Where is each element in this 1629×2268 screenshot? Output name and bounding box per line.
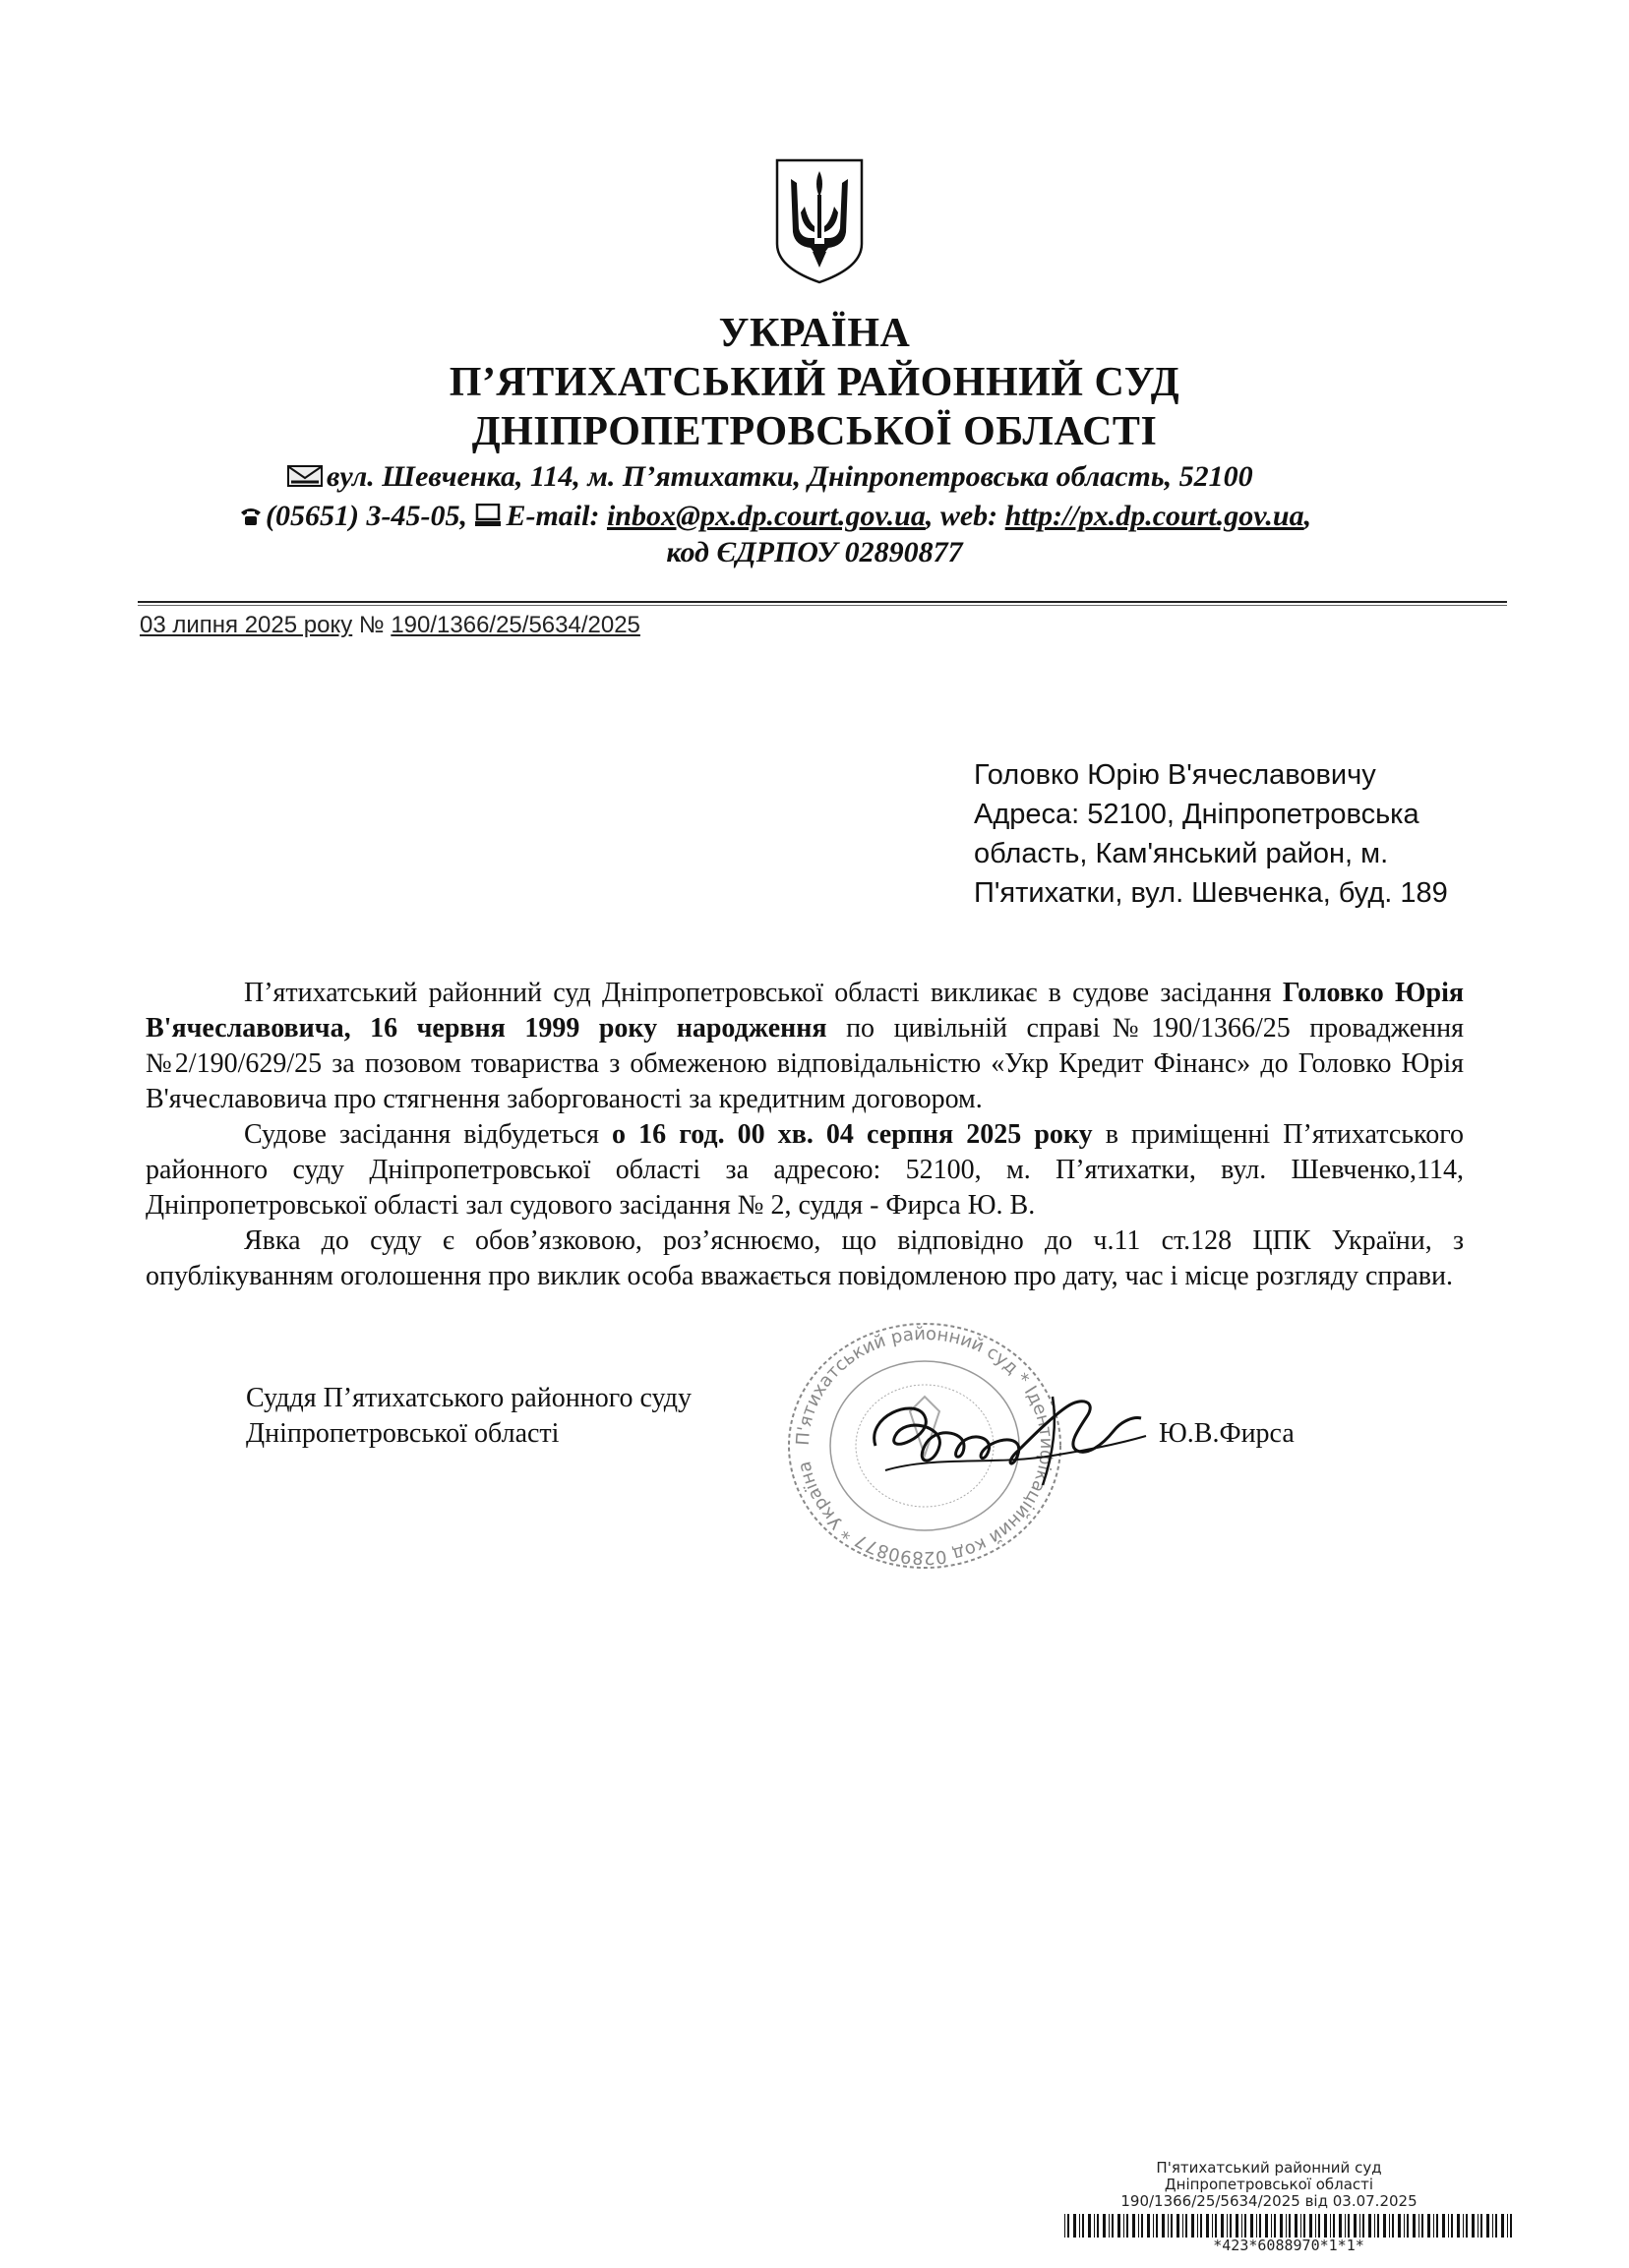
barcode-bar [1221, 2214, 1224, 2238]
barcode-bar [1153, 2214, 1154, 2238]
header-email-label: E-mail: [506, 500, 600, 532]
body-text: Судове засідання відбудеться [244, 1119, 613, 1150]
barcode-bar [1324, 2214, 1327, 2238]
footer-court-line: П'ятихатський районний суд [1156, 2159, 1382, 2177]
barcode-bar [1256, 2214, 1257, 2238]
envelope-icon [287, 464, 323, 488]
addressee-line: Головко Юрію В'ячеславовичу [974, 759, 1376, 791]
header-address-line [287, 462, 1253, 492]
judge-signature [856, 1377, 1151, 1495]
barcode-bar [1295, 2214, 1297, 2238]
barcode-bar [1436, 2214, 1438, 2238]
barcode-bar [1141, 2214, 1143, 2238]
barcode-bar [1265, 2214, 1268, 2238]
barcode-bar [1138, 2214, 1139, 2238]
barcode-bar [1126, 2214, 1128, 2238]
barcode-bar [1486, 2214, 1489, 2238]
barcode-bar [1079, 2214, 1080, 2238]
barcode-bar [1230, 2214, 1232, 2238]
barcode-bar [1109, 2214, 1110, 2238]
barcode-bar [1389, 2214, 1390, 2238]
barcode-bar [1501, 2214, 1504, 2238]
barcode-bar [1132, 2214, 1135, 2238]
reference-number: 190/1366/25/5634/2025 [391, 612, 640, 638]
summons-body [146, 976, 1464, 1294]
barcode-bar [1451, 2214, 1453, 2238]
barcode-bar [1300, 2214, 1301, 2238]
barcode [1062, 2214, 1515, 2238]
barcode-bar [1457, 2214, 1460, 2238]
barcode-bar [1398, 2214, 1401, 2238]
barcode-bar [1236, 2214, 1238, 2238]
header-region: ДНІПРОПЕТРОВСЬКОЇ ОБЛАСТІ [471, 409, 1158, 454]
barcode-bar [1162, 2214, 1165, 2238]
barcode-bar [1117, 2214, 1120, 2238]
header-court-name: П’ЯТИХАТСЬКИЙ РАЙОННИЙ СУД [449, 360, 1180, 405]
barcode-bar [1094, 2214, 1095, 2238]
barcode-bar [1348, 2214, 1350, 2238]
header-web-suffix: , [1303, 500, 1312, 532]
barcode-bar [1182, 2214, 1183, 2238]
barcode-bar [1339, 2214, 1342, 2238]
header-web-label: , web: [925, 500, 998, 532]
barcode-bar [1309, 2214, 1312, 2238]
barcode-bar [1359, 2214, 1360, 2238]
barcode-bar [1212, 2214, 1213, 2238]
barcode-bar [1427, 2214, 1430, 2238]
body-defendant-name: Головко Юрія В'ячеславовича, 16 червня 1999 року народження [146, 978, 1464, 1044]
barcode-bar [1112, 2214, 1114, 2238]
barcode-bar [1472, 2214, 1475, 2238]
barcode-bar [1318, 2214, 1320, 2238]
header-contact-line [240, 502, 1311, 531]
barcode-bar [1466, 2214, 1468, 2238]
barcode-bar [1168, 2214, 1169, 2238]
signature-title-line-2: Дніпропетровської області [246, 1418, 560, 1449]
barcode-bar [1480, 2214, 1482, 2238]
addressee-line: область, Кам'янський район, м. [974, 838, 1389, 869]
barcode-bar [1191, 2214, 1194, 2238]
barcode-bar [1442, 2214, 1445, 2238]
barcode-bar [1147, 2214, 1150, 2238]
barcode-bar [1250, 2214, 1253, 2238]
body-text: в приміщенні П’ятихатського районного суду Дніпропетровської області за адресою: 52100, м. П’ятихатки, вул. Шевченко,114, Дніпропетровської області зал судового засідання № 2, суддя - Фирса Ю. В. [146, 1119, 1464, 1221]
barcode-bar [1368, 2214, 1371, 2238]
body-text: по цивільній справі№190/1366/25 провадження №2/190/629/25 за позовом товариства з обмеженою відповідальністю «Укр Кредит Фінанс» до Головко Юрія В'ячеславовича про стягнення заборгованості за кредитним договором. [146, 1013, 1465, 1114]
barcode-bar [1433, 2214, 1434, 2238]
body-text: П’ятихатський районний суд Дніпропетровської області викликає в судове засідання [244, 978, 1283, 1008]
barcode-bar [1330, 2214, 1331, 2238]
barcode-bar [1383, 2214, 1386, 2238]
barcode-bar [1333, 2214, 1335, 2238]
barcode-bar [1259, 2214, 1261, 2238]
footer-region-line: Дніпропетровської області [1164, 2176, 1374, 2193]
barcode-bar [1073, 2214, 1076, 2238]
barcode-bar [1215, 2214, 1217, 2238]
barcode-text: *423*6088970*1*1* [1213, 2237, 1364, 2254]
barcode-bar [1362, 2214, 1364, 2238]
header-divider-thin [138, 605, 1507, 606]
barcode-bar [1156, 2214, 1158, 2238]
body-paragraph-2 [146, 1117, 1464, 1224]
header-edrpou: код ЄДРПОУ 02890877 [666, 536, 963, 568]
barcode-bar [1185, 2214, 1187, 2238]
signature-title-line-1: Суддя П’ятихатського районного суду [246, 1383, 693, 1413]
barcode-bar [1103, 2214, 1106, 2238]
barcode-bar [1315, 2214, 1316, 2238]
barcode-bar [1171, 2214, 1173, 2238]
barcode-bar [1448, 2214, 1449, 2238]
reference-number-label: № [358, 612, 385, 638]
barcode-bar [1241, 2214, 1242, 2238]
registry-footer [1062, 2160, 1476, 2210]
barcode-bar [1088, 2214, 1091, 2238]
header-phone: (05651) 3-45-05, [266, 500, 467, 532]
body-hearing-datetime: о 16 год. 00 хв. 04 серпня 2025 року [612, 1119, 1093, 1150]
barcode-bar [1082, 2214, 1084, 2238]
signature-judge-name: Ю.В.Фирса [1159, 1418, 1295, 1449]
barcode-bar [1374, 2214, 1375, 2238]
barcode-bar [1064, 2214, 1065, 2238]
header-divider [138, 601, 1507, 603]
addressee-line: Адреса: 52100, Дніпропетровська [974, 799, 1419, 830]
barcode-bar [1377, 2214, 1379, 2238]
barcode-bar [1123, 2214, 1124, 2238]
barcode-bar [1404, 2214, 1405, 2238]
body-paragraph-3: Явка до суду є обов’язковою, роз’яснюємо, що відповідно до ч.11 ст.128 ЦПК України, з опублікуванням оголошення про виклик особа вважається повідомленою про дату, час і місце розгляду справи. [146, 1225, 1464, 1291]
barcode-bar [1507, 2214, 1508, 2238]
barcode-bar [1227, 2214, 1228, 2238]
barcode-bar [1354, 2214, 1357, 2238]
barcode-bar [1345, 2214, 1346, 2238]
barcode-bar [1392, 2214, 1394, 2238]
barcode-bar [1303, 2214, 1305, 2238]
barcode-bar [1206, 2214, 1209, 2238]
telephone-icon [240, 506, 262, 527]
header-address: вул. Шевченка, 114, м. П’ятихатки, Дніпропетровська область, 52100 [327, 460, 1253, 493]
computer-icon [474, 504, 502, 527]
header-web-link[interactable]: http://px.dp.court.gov.ua [1004, 500, 1304, 532]
barcode-bar [1197, 2214, 1198, 2238]
barcode-bar [1271, 2214, 1272, 2238]
barcode-bar [1244, 2214, 1246, 2238]
barcode-bar [1200, 2214, 1202, 2238]
barcode-bar [1097, 2214, 1099, 2238]
header-country: УКРАЇНА [718, 311, 911, 356]
header-email-link[interactable]: inbox@px.dp.court.gov.ua [606, 500, 926, 532]
barcode-bar [1286, 2214, 1287, 2238]
barcode-bar [1418, 2214, 1419, 2238]
barcode-bar [1463, 2214, 1464, 2238]
barcode-bar [1510, 2214, 1512, 2238]
barcode-bar [1280, 2214, 1283, 2238]
addressee-line: П'ятихатки, вул. Шевченка, буд. 189 [974, 877, 1448, 909]
reference-date: 03 липня 2025 року [140, 612, 353, 638]
seal-text: П'ятихатський районний суд * Ідентифікаційний код 02890877 * Україна [792, 1323, 1057, 1569]
body-paragraph-1 [146, 976, 1464, 1117]
barcode-bar [1289, 2214, 1291, 2238]
barcode-bar [1407, 2214, 1409, 2238]
addressee-block [974, 755, 1448, 913]
document-reference [140, 612, 640, 639]
barcode-bar [1421, 2214, 1423, 2238]
barcode-bar [1492, 2214, 1493, 2238]
barcode-bar [1495, 2214, 1497, 2238]
barcode-bar [1176, 2214, 1179, 2238]
barcode-bar [1274, 2214, 1276, 2238]
coat-of-arms-icon [773, 157, 866, 285]
footer-reference-line: 190/1366/25/5634/2025 від 03.07.2025 [1120, 2192, 1418, 2210]
barcode-bar [1413, 2214, 1416, 2238]
barcode-bar [1067, 2214, 1069, 2238]
